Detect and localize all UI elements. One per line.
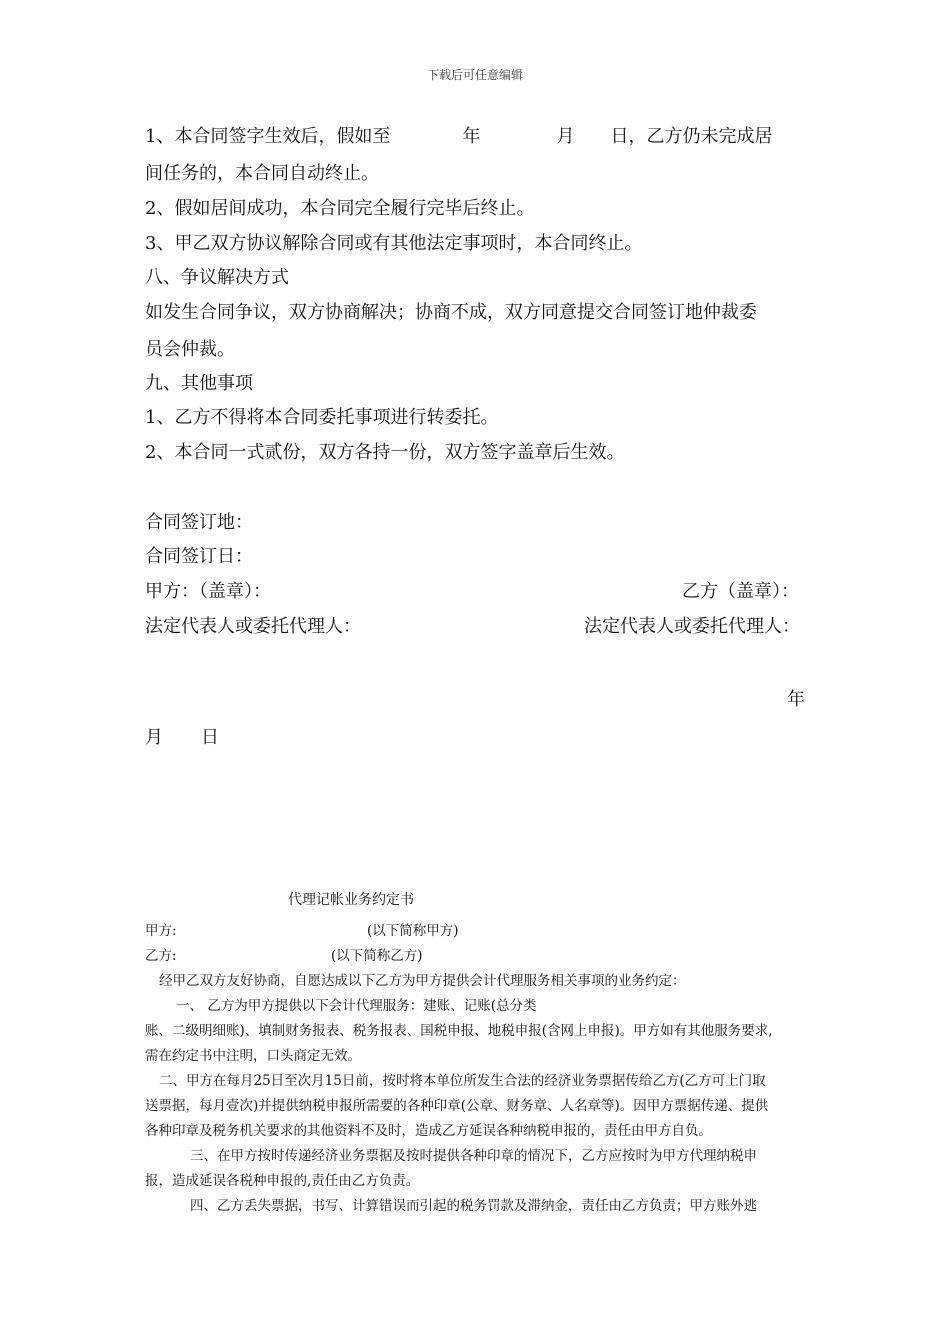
- clause-1-text-d: 日，乙方仍未完成居: [610, 126, 773, 147]
- clause-1-text-a: 1、本合同签字生效后，假如至: [145, 126, 391, 147]
- party-b-seal-label: 乙方（盖章）：: [682, 581, 799, 602]
- item-2-line-1: 二、甲方在每月25日至次月15日前，按时将本单位所发生合法的经济业务票据传给乙方(乙方可上门取: [159, 1073, 766, 1089]
- clause-3: 3、甲乙双方协议解除合同或有其他法定事项时，本合同终止。: [145, 233, 643, 254]
- party-b-label: 乙方:: [145, 948, 177, 964]
- page-header: 下载后可任意编辑: [426, 68, 523, 82]
- item-2-line-2: 送票据，每月壹次)并提供纳税申报所需要的各种印章(公章、财务章、人名章等)。因甲方票据传递、提供: [145, 1098, 769, 1114]
- item-1-line-3: 需在约定书中注明，口头商定无效。: [145, 1048, 361, 1064]
- item-1-line-2: 账、二级明细账)、填制财务报表、税务报表、国税申报、地税申报(含网上申报)。甲方如有其他服务要求,: [145, 1023, 773, 1039]
- clause-1-line-1: [145, 125, 772, 149]
- sign-month-day: [145, 726, 219, 750]
- party-a-note: (以下简称甲方): [367, 923, 459, 939]
- other-item-1: 1、乙方不得将本合同委托事项进行转委托。: [145, 407, 499, 428]
- clause-1-month: 月: [556, 126, 575, 147]
- item-1-line-1: 一、 乙方为甲方提供以下会计代理服务：建账、记账(总分类: [176, 998, 537, 1014]
- party-b-line: [145, 946, 177, 966]
- clause-1-year: 年: [462, 126, 481, 147]
- contract-date-label: 合同签订日：: [145, 546, 253, 567]
- dispute-line-2: 员会仲裁。: [145, 339, 235, 360]
- agreement-title: 代理记帐业务约定书: [288, 892, 414, 908]
- item-3-line-1: 三、在甲方按时传递经济业务票据及按时提供各种印章的情况下，乙方应按时为甲方代理纳税申: [190, 1148, 757, 1164]
- agreement-intro: 经甲乙双方友好协商，自愿达成以下乙方为甲方提供会计代理服务相关事项的业务约定：: [159, 973, 686, 989]
- other-item-2: 2、本合同一式贰份，双方各持一份，双方签字盖章后生效。: [145, 442, 625, 463]
- clause-2: 2、假如居间成功，本合同完全履行完毕后终止。: [145, 198, 535, 219]
- dispute-line-1: 如发生合同争议，双方协商解决；协商不成，双方同意提交合同签订地仲裁委: [145, 302, 757, 323]
- party-a-label: 甲方:: [145, 923, 177, 939]
- party-a-line: [145, 921, 177, 941]
- party-b-rep-label: 法定代表人或委托代理人：: [584, 616, 800, 637]
- sign-month-label: 月: [145, 727, 163, 748]
- sign-day-label: 日: [201, 727, 219, 748]
- item-3-line-2: 报，造成延误各税种申报的,责任由乙方负责。: [145, 1173, 420, 1189]
- item-2-line-3: 各种印章及税务机关要求的其他资料不及时，造成乙方延误各种纳税申报的，责任由甲方自负。: [145, 1123, 712, 1139]
- party-a-seal-label: 甲方：（盖章）：: [145, 581, 271, 602]
- section-8-heading: 八、争议解决方式: [145, 267, 289, 288]
- clause-1-line-2: 间任务的，本合同自动终止。: [145, 163, 379, 184]
- party-a-rep-label: 法定代表人或委托代理人：: [145, 616, 361, 637]
- sign-year-label: 年: [787, 689, 805, 710]
- item-4-line-1: 四、乙方丢失票据，书写、计算错误而引起的税务罚款及滞纳金，责任由乙方负责；甲方账外逃: [190, 1198, 757, 1214]
- section-9-heading: 九、其他事项: [145, 373, 253, 394]
- contract-place-label: 合同签订地：: [145, 512, 253, 533]
- party-b-note: (以下简称乙方): [331, 948, 423, 964]
